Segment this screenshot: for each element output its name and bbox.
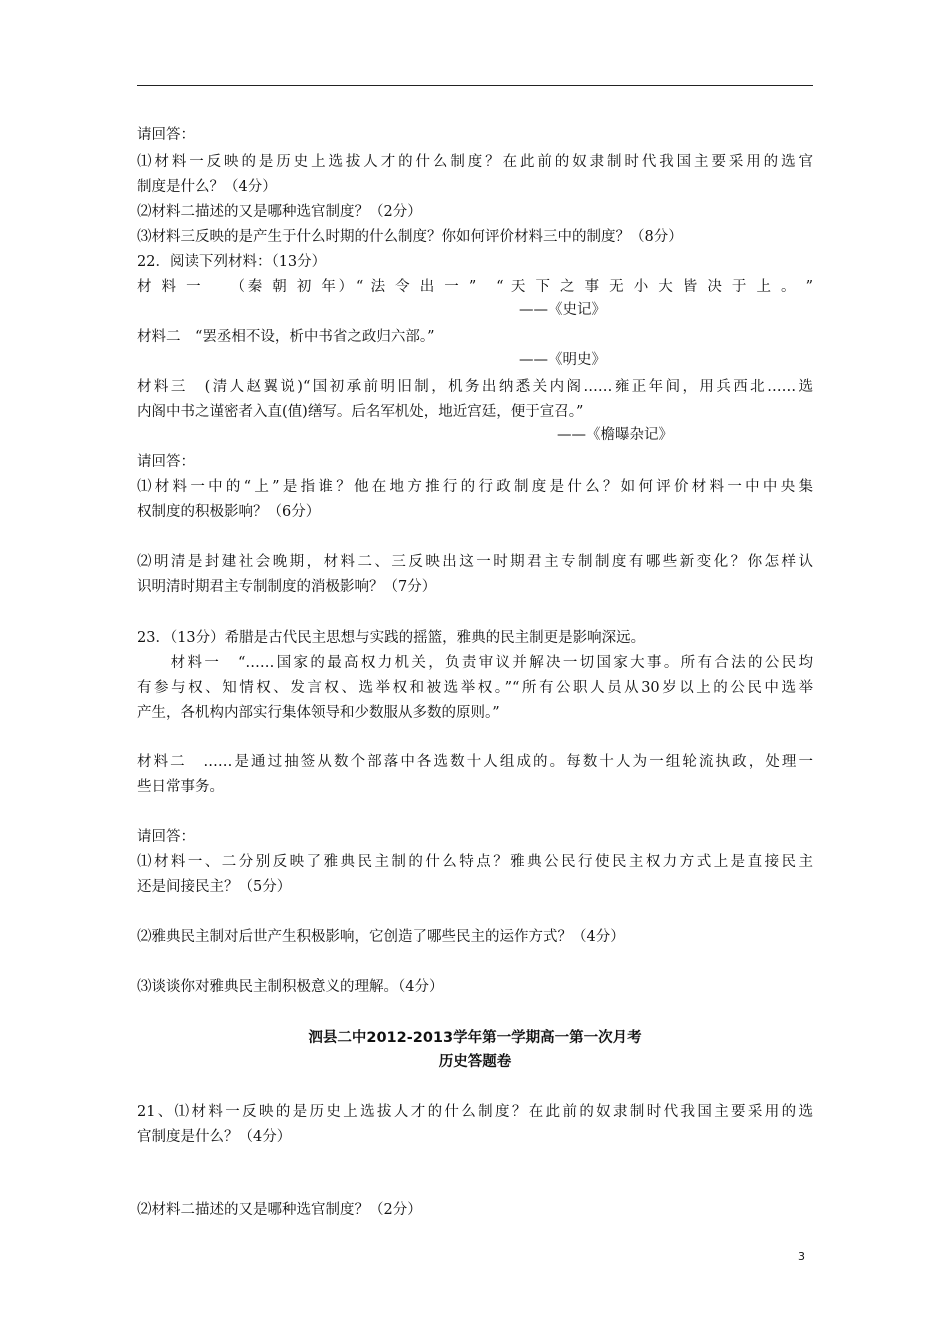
text-line-11: 材料三 (清人赵翼说)“国初承前明旧制，机务出纳悉关内阁……雍正年间，用兵西北……选 [137, 379, 813, 395]
text-line-5: ⑶材料三反映的是产生于什么时期的什么制度？你如何评价材料三中的制度？（8分） [137, 229, 683, 245]
text-line-23: 材料二 ……是通过抽签从数个部落中各选数十人组成的。每数十人为一组轮流执政，处理一 [137, 754, 813, 770]
text-line-7: 材 料 一 （秦 朝 初 年）“ 法 令 出 一 ” “ 天 下 之 事 无 小 大 皆 决 于 上 。 ” [137, 279, 813, 295]
text-line-17: ⑵明清是封建社会晚期，材料二、三反映出这一时期君主专制制度有哪些新变化？你怎样认 [137, 554, 813, 570]
text-line-21: 有参与权、知情权、发言权、选举权和被选举权。”“所有公职人员从30岁以上的公民中选举 [137, 680, 813, 696]
text-line-18: 识明清时期君主专制制度的消极影响？（7分） [137, 579, 437, 595]
text-line-26: ⑴材料一、二分别反映了雅典民主制的什么特点？雅典公民行使民主权力方式上是直接民主 [137, 854, 813, 870]
text-line-8: ——《史记》 [519, 302, 606, 318]
text-line-33: 官制度是什么？（4分） [137, 1129, 292, 1145]
text-line-3: 制度是什么？（4分） [137, 179, 277, 195]
text-line-25: 请回答： [137, 829, 195, 845]
text-line-14: 请回答： [137, 454, 195, 470]
text-line-22: 产生，各机构内部实行集体领导和少数服从多数的原则。” [137, 705, 500, 721]
text-line-32: 21、⑴材料一反映的是历史上选拔人才的什么制度？在此前的奴隶制时代我国主要采用的选 [137, 1104, 813, 1120]
text-line-34: ⑵材料二描述的又是哪种选官制度？（2分） [137, 1202, 422, 1218]
text-line-9: 材料二 “罢丞相不设，析中书省之政归六部。” [137, 329, 435, 345]
text-line-29: ⑶谈谈你对雅典民主制积极意义的理解。（4分） [137, 979, 444, 995]
header-rule [137, 85, 813, 86]
text-line-19: 23．（13分）希腊是古代民主思想与实践的摇篮，雅典的民主制更是影响深远。 [137, 630, 646, 646]
text-line-10: ——《明史》 [519, 352, 606, 368]
text-line-24: 些日常事务。 [137, 779, 224, 795]
text-line-16: 权制度的积极影响？（6分） [137, 504, 321, 520]
text-line-20: 材料一 “……国家的最高权力机关，负责审议并解决一切国家大事。所有合法的公民均 [137, 655, 813, 671]
text-line-2: ⑴材料一反映的是历史上选拔人才的什么制度？在此前的奴隶制时代我国主要采用的选官 [137, 154, 813, 170]
text-line-30: 泗县二中2012-2013学年第一学期高一第一次月考 [308, 1030, 642, 1046]
text-line-28: ⑵雅典民主制对后世产生积极影响，它创造了哪些民主的运作方式？（4分） [137, 929, 625, 945]
text-line-13: ——《檐曝杂记》 [557, 427, 673, 443]
text-line-27: 还是间接民主？（5分） [137, 879, 292, 895]
text-line-12: 内阁中书之谨密者入直(值)缮写。后名军机处，地近宫廷，便于宣召。” [137, 404, 584, 420]
text-line-1: 请回答： [137, 127, 195, 143]
text-line-31: 历史答题卷 [438, 1054, 512, 1070]
page-number: 3 [798, 1250, 805, 1263]
text-line-4: ⑵材料二描述的又是哪种选官制度？（2分） [137, 204, 422, 220]
text-line-6: 22．阅读下列材料：（13分） [137, 254, 327, 270]
text-line-15: ⑴材料一中的“上”是指谁？他在地方推行的行政制度是什么？如何评价材料一中中央集 [137, 479, 813, 495]
